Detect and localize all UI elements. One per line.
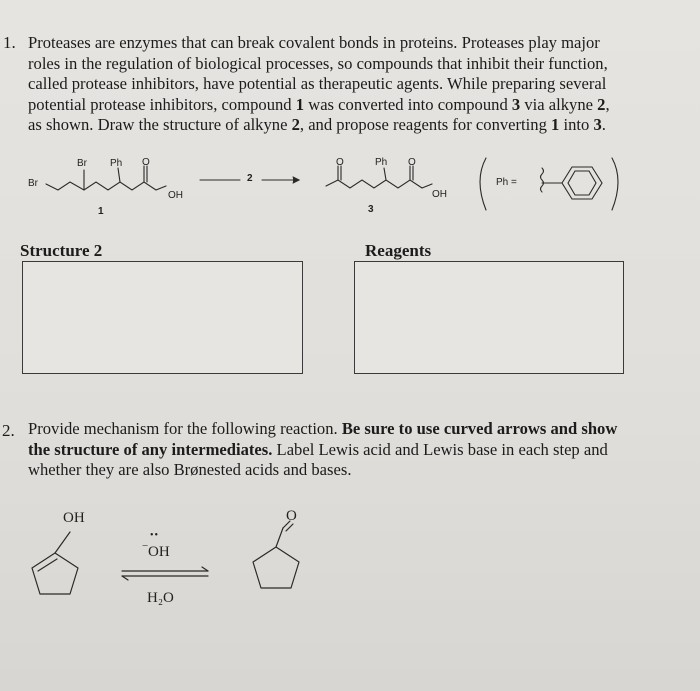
compound-ref: 3 (593, 115, 602, 134)
compound-1-o: O (142, 157, 150, 168)
product-exo-bond (276, 528, 283, 547)
reagents-label: Reagents (365, 241, 432, 260)
structure-2-label: Structure 2 (20, 241, 103, 260)
reagent-lone-pair: •• (150, 530, 160, 541)
compound-3-o2: O (408, 157, 416, 168)
text-run: Provide mechanism for the following reaction. (28, 419, 342, 438)
text-run: potential protease inhibitors, compound (28, 94, 296, 114)
compound-ref: 2 (597, 94, 606, 114)
compound-1-br-left: Br (28, 178, 38, 189)
arrow-label-2: 2 (247, 173, 253, 184)
text-run: Label Lewis acid and Lewis base in each step and (272, 439, 608, 459)
question-2-line: whether they are also Brønested acids and bases. (28, 460, 352, 479)
compound-ref: 2 (291, 115, 300, 134)
compound-3-o1: O (336, 157, 344, 168)
question-1-line: roles in the regulation of biological processes, so compounds that inhibit their function, (28, 53, 608, 73)
ph-definition: Ph = (496, 177, 517, 188)
compound-3-oh: OH (432, 189, 447, 200)
product-o: O (286, 508, 297, 524)
text-run: as shown. Draw the structure of alkyne (28, 115, 292, 134)
reagent-hydroxide: OH (148, 544, 170, 560)
question-1-number: 1. (3, 33, 16, 52)
reactant-exo-bond (55, 532, 70, 553)
text-run: , (605, 94, 610, 114)
product-ring (253, 547, 299, 588)
text-run: into (559, 115, 594, 134)
reactant-ring (32, 553, 78, 594)
text-run-bold: the structure of any intermediates. (28, 439, 273, 459)
text-run-bold: Be sure to use curved arrows and show (341, 419, 618, 438)
compound-1-label: 1 (98, 206, 104, 217)
compound-1-br-top: Br (77, 158, 87, 169)
compound-1-oh: OH (168, 190, 183, 201)
question-1-line: called protease inhibitors, have potential as therapeutic agents. While preparing several (28, 74, 607, 93)
solvent-water: H₂O (147, 590, 174, 606)
product-carbonyl-2 (286, 524, 293, 531)
compound-ref: 1 (295, 94, 305, 114)
reactant-ring-double (38, 559, 57, 571)
text-run: via alkyne (520, 94, 598, 114)
reactant-oh: OH (63, 510, 85, 526)
compound-ref: 1 (551, 115, 560, 134)
text-run: . (601, 115, 606, 134)
compound-3-ph: Ph (375, 157, 388, 168)
text-run: was converted into compound (304, 94, 512, 114)
compound-ref: 3 (511, 94, 521, 114)
compound-1-ph: Ph (110, 158, 123, 169)
question-1-line: Proteases are enzymes that can break covalent bonds in proteins. Proteases play major (28, 33, 600, 52)
compound-3-label: 3 (368, 204, 374, 215)
question-2-number: 2. (2, 421, 15, 440)
text-run: , and propose reagents for converting (299, 115, 552, 134)
reagent-charge: − (142, 540, 149, 552)
